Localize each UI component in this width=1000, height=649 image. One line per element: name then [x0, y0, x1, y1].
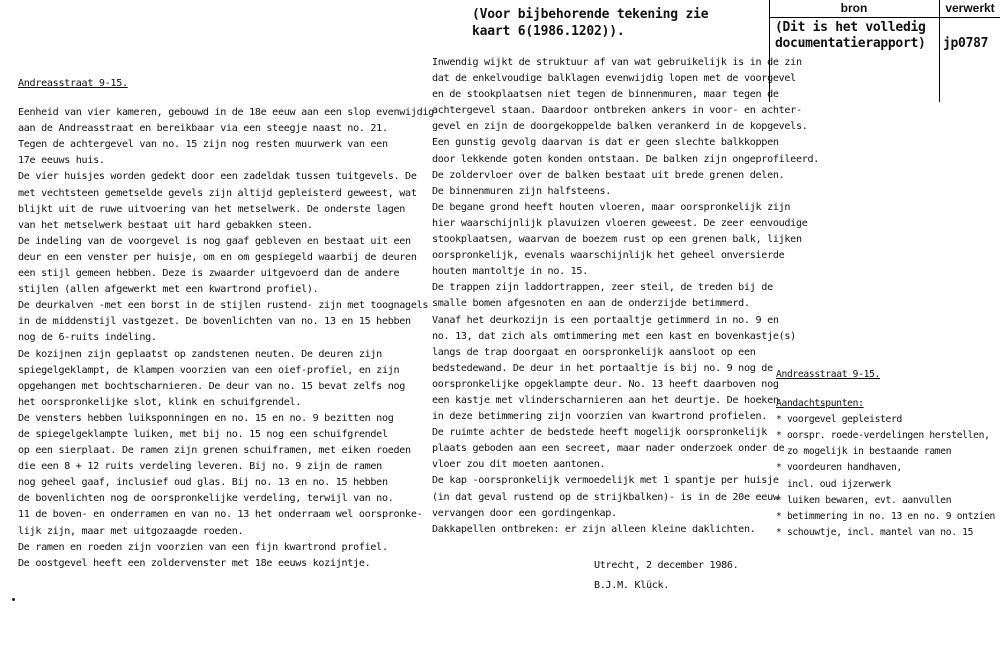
text-line: De begane grond heeft houten vloeren, maar oorspronkelijk zijn [432, 201, 791, 213]
list-item: zo mogelijk in bestaande ramen [776, 446, 952, 458]
left-title: Andreasstraat 9-15. [18, 78, 128, 89]
attention-points-heading: Aandachtspunten: [776, 398, 864, 410]
text-line: stookplaatsen, waarvan de boezem rust op een grenen balk, lijken [432, 234, 802, 246]
text-line: een kastje met vlinderscharnieren aan het deurtje. De hoeken [432, 394, 779, 406]
right-column [776, 367, 995, 541]
middle-body [432, 55, 819, 538]
text-line: De binnenmuren zijn halfsteens. [432, 185, 612, 197]
text-line: op een sierplaat. De ramen zijn grenen schuiframen, met eiken roeden [18, 445, 411, 457]
text-line: Eenheid van vier kameren, gebouwd in de 18e eeuw aan een slop evenwijdig [18, 107, 434, 119]
text-line: deur en een venster per huisje, om en om gespiegeld waarbij de deuren [18, 251, 417, 263]
list-item: * voordeuren handhaven, [776, 462, 902, 474]
text-line: vloer zou dit moeten aantonen. [432, 459, 606, 471]
text-line: met vechtsteen gemetselde gevels zijn altijd gepleisterd geweest, wat [18, 187, 417, 199]
text-line: een stijl gemeen hebben. Deze is zwaarder uitgevoerd dan de andere [18, 268, 400, 280]
text-line: De vier huisjes worden gedekt door een zadeldak tussen tuitgevels. De [18, 171, 417, 183]
text-line: De kap -oorspronkelijk vermoedelijk met 1 spantje per huisje [432, 475, 779, 487]
text-line: spiegelgeklampt, de klampen voorzien van een oief-profiel, en zijn [18, 364, 400, 376]
text-line: nog geheel gaaf, inclusief oud glas. Bij no. 13 en no. 15 hebben [18, 477, 388, 489]
text-line: Inwendig wijkt de struktuur af van wat gebruikelijk is in de zin [432, 57, 802, 68]
left-column [18, 76, 434, 572]
text-line: stijlen (allen afgewerkt met een kwartrond profiel). [18, 284, 319, 296]
scan-speck [12, 598, 15, 601]
verwerkt-value: jp0787 [943, 36, 989, 51]
text-line: van het metselwerk bestaat uit hard gebakken steen. [18, 219, 313, 231]
text-line: en de stookplaatsen niet tegen de binnenmuren, maar tegen de [432, 89, 779, 101]
text-line: plaats geboden aan een secreet, maar nader onderzoek onder de [432, 443, 785, 455]
text-line: De vensters hebben luiksponningen en no. 15 en no. 9 bezitten nog [18, 412, 394, 424]
text-line: 17e eeuws huis. [18, 155, 105, 167]
text-line: hier waarschijnlijk plavuizen vloeren geweest. De zeer eenvoudige [432, 217, 808, 229]
text-line: Een gunstig gevolg daarvan is dat er geen slechte balkkoppen [432, 137, 779, 149]
text-line: 11 de boven- en onderramen en van no. 13 het onderraam wel oorspronke- [18, 509, 423, 521]
text-line: dat de enkelvoudige balklagen evenwijdig lopen met de voorgevel [432, 73, 796, 85]
text-line: vervangen door een gordingenkap. [432, 507, 617, 519]
right-title: Andreasstraat 9-15. [776, 369, 881, 380]
text-line: no. 13, dat zich als omtimmering met een kast en bovenkastje(s) [432, 330, 796, 342]
text-line: De oostgevel heeft een zoldervenster met 18e eeuws kozijntje. [18, 557, 371, 569]
text-line: blijkt uit de ruwe uitvoering van het metselwerk. De onderste lagen [18, 203, 406, 215]
verwerkt-header: verwerkt [940, 0, 1000, 18]
text-line: achtergevel staan. Daardoor ontbreken ankers in voor- en achter- [432, 105, 802, 117]
text-line: houten mantoltje in no. 15. [432, 266, 588, 278]
text-line: door lekkende goten konden ontstaan. De balken zijn ongeprofileerd. [432, 153, 820, 165]
text-line: de bovenlichten nog de oorspronkelijke verdeling, terwijl van no. [18, 493, 394, 505]
text-line: opgehangen met bochtscharnieren. De deur van no. 15 bevat zelfs nog [18, 380, 406, 392]
text-line: De kozijnen zijn geplaatst op zandstenen neuten. De deuren zijn [18, 348, 382, 360]
middle-column [432, 55, 819, 594]
text-line: smalle bomen afgesnoten en aan de onderzijde betimmerd. [432, 298, 750, 310]
attention-points-list [776, 412, 995, 541]
text-line: aan de Andreasstraat en bereikbaar via een steegje naast no. 21. [18, 123, 388, 135]
text-line: De ruimte achter de bedstede heeft mogelijk oorspronkelijk [432, 427, 768, 439]
text-line: langs de trap doorgaat en oorspronkelijk aansloot op een [432, 346, 756, 358]
text-line: Dakkapellen ontbreken: er zijn alleen kleine daklichten. [432, 523, 756, 535]
left-body [18, 105, 434, 572]
text-line: in de middenstijl vastgezet. De bovenlichten van no. 13 en 15 hebben [18, 316, 411, 328]
list-item: * schouwtje, incl. mantel van no. 15 [776, 526, 974, 538]
list-item: * betimmering in no. 13 en no. 9 ontzien [776, 510, 996, 522]
text-line: de spiegelgeklampte luiken, met bij no. 15 nog een schuifgrendel [18, 428, 388, 440]
text-line: De trappen zijn laddortrappen, zeer steil, de treden bij de [432, 282, 773, 294]
text-line: Tegen de achtergevel van no. 15 zijn nog resten muurwerk van een [18, 139, 388, 151]
text-line: De zoldervloer over de balken bestaat uit brede grenen delen. [432, 169, 785, 181]
text-line: Vanaf het deurkozijn is een portaaltje getimmerd in no. 9 en [432, 314, 779, 326]
text-line: in deze betimmering zijn voorzien van kwartrond profielen. [432, 411, 768, 423]
signature-date: Utrecht, 2 december 1986. [594, 559, 739, 571]
text-line: lijk zijn, maar met uitgozaagde roeden. [18, 525, 244, 537]
list-item: incl. oud ijzerwerk [776, 478, 891, 490]
drawing-reference: (Voor bijbehorende tekening zie kaart 6(1986.1202)). [472, 7, 709, 39]
text-line: het oorspronkelijke slot, klink en schuifgrendel. [18, 396, 302, 408]
table-divider [939, 17, 940, 102]
text-line: De indeling van de voorgevel is nog gaaf gebleven en bestaat uit een [18, 235, 411, 247]
text-line: gevel en zijn de doorgekoppelde balken verankerd in de kopgevels. [432, 121, 808, 133]
text-line: (in dat geval rustend op de strijkbalken)- is in de 20e eeuw [432, 491, 779, 503]
bron-header: bron [769, 0, 940, 18]
list-item: * voorgevel gepleisterd [776, 414, 902, 426]
bron-value: (Dit is het volledig documentatierapport) [775, 20, 926, 51]
list-item: * luiken bewaren, evt. aanvullen [776, 494, 952, 506]
text-line: die een 8 + 12 ruits verdeling leveren. Bij no. 9 zijn de ramen [18, 461, 382, 473]
text-line: oorspronkelijk, evenals waarschijnlijk het geheel onversierde [432, 250, 785, 262]
text-line: oorspronkelijke opgeklampte deur. No. 13 heeft daarboven nog [432, 378, 779, 390]
signature-name: B.J.M. Klück. [594, 579, 670, 591]
text-line: bedstedewand. De deur in het portaaltje is bij no. 9 nog de [432, 362, 773, 374]
text-line: nog de 6-ruits indeling. [18, 332, 157, 344]
text-line: De ramen en roeden zijn voorzien van een fijn kwartrond profiel. [18, 541, 388, 553]
text-line: De deurkalven -met een borst in de stijlen rustend- zijn met toognagels [18, 300, 429, 312]
list-item: * oorspr. roede-verdelingen herstellen, [776, 430, 990, 442]
